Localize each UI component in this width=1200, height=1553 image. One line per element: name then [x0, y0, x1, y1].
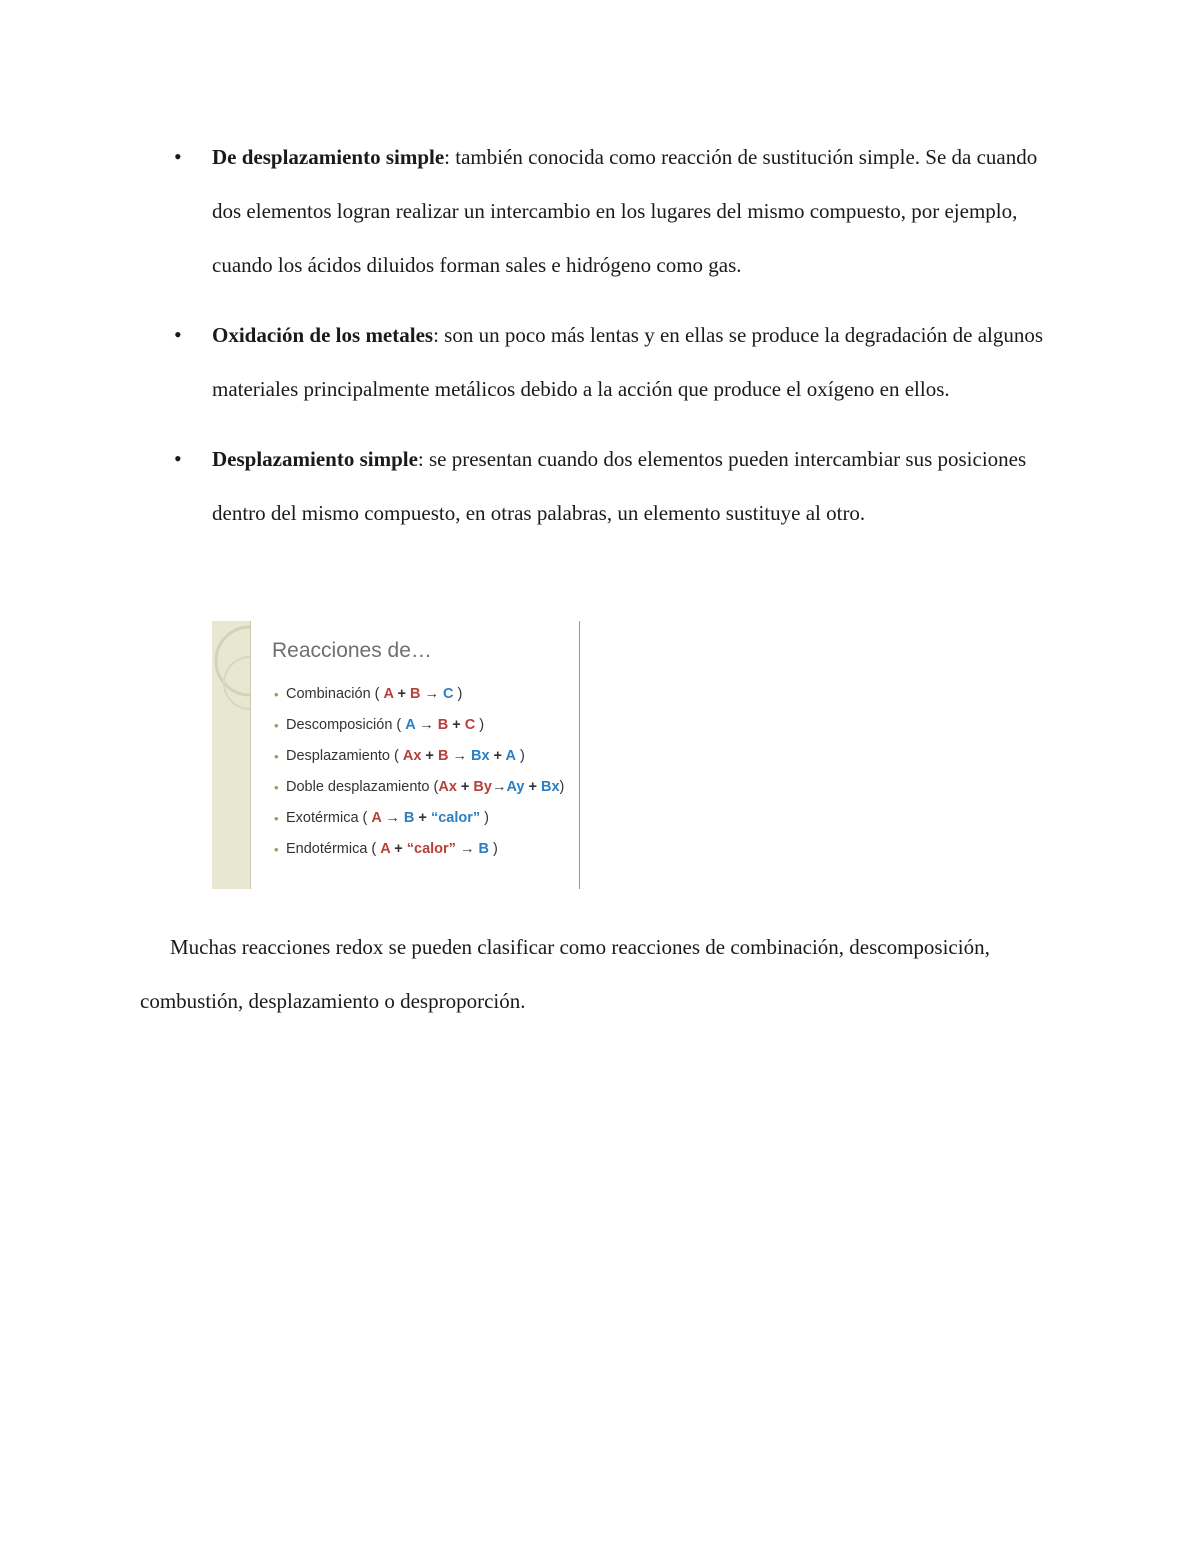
figure-item-term: +: [456, 779, 474, 795]
list-item-text: : se presentan cuando dos elementos pueden intercambiar sus posiciones dentro del mismo compuesto, en otras palabras, un elemento sustituye al otro.: [212, 447, 1027, 525]
figure-list-item: [274, 805, 574, 832]
figure-item-term: →: [381, 810, 404, 826]
figure-item-label: Combinación (: [286, 686, 384, 702]
figure-item-label: Exotérmica (: [286, 810, 372, 826]
body-paragraph: Muchas reacciones redox se pueden clasificar como reacciones de combinación, descomposición, combustión, desplazamiento o desproporción.: [140, 935, 990, 1013]
figure-item-term: →: [455, 841, 479, 857]
figure-item-term: Bx: [470, 748, 490, 764]
figure-decorative-sidebar: [212, 621, 251, 889]
figure-item-label: Endotérmica (: [286, 841, 381, 857]
figure-item-term: A: [371, 810, 382, 826]
list-item: [212, 432, 1062, 540]
list-item: [212, 130, 1062, 292]
figure-list-item: [274, 712, 574, 739]
figure-item-term: “calor”: [406, 841, 456, 857]
figure-item-term: →: [415, 717, 438, 733]
figure-list-item: [274, 743, 574, 770]
figure-item-term: Ax: [438, 779, 457, 795]
list-item-term: De desplazamiento simple: [212, 145, 445, 169]
figure-list-item: [274, 836, 574, 863]
decorative-circles-icon: [212, 621, 250, 889]
figure-item-term: “calor”: [430, 810, 481, 826]
figure-item-term: ): [480, 810, 489, 826]
figure-item-term: A: [380, 841, 391, 857]
figure-item-term: +: [489, 748, 506, 764]
figure-item-term: +: [448, 717, 465, 733]
figure-item-term: +: [421, 748, 438, 764]
figure-item-term: A: [405, 717, 416, 733]
figure-item-term: ): [453, 686, 463, 702]
figure-item-term: Bx: [541, 779, 560, 795]
figure-title: Reacciones de…: [272, 639, 432, 662]
figure-item-term: C: [443, 686, 454, 702]
figure-item-label: Desplazamiento (: [286, 748, 403, 764]
list-item-text: : son un poco más lentas y en ellas se produce la degradación de algunos materiales principalmente metálicos debido a la acción que produce el oxígeno en ellos.: [212, 323, 1044, 401]
figure-item-term: +: [390, 841, 407, 857]
figure-item-term: ): [475, 717, 485, 733]
figure-item-term: ): [516, 748, 525, 764]
list-item-term: Oxidación de los metales: [212, 323, 434, 347]
figure-reactions-list: [274, 681, 574, 867]
figure-list-item: [274, 774, 574, 801]
list-item-text: : también conocida como reacción de sustitución simple. Se da cuando dos elementos logran realizar un intercambio en los lugares del mismo compuesto, por ejemplo, cuando los ácidos diluidos forman sales e hidrógeno como gas.: [212, 145, 1038, 277]
reaction-types-list: [212, 130, 1062, 556]
figure-item-term: +: [414, 810, 431, 826]
figure-item-term: B: [409, 686, 421, 702]
figure-item-term: B: [478, 841, 489, 857]
figure-item-term: B: [437, 748, 449, 764]
figure-item-term: A: [383, 686, 394, 702]
figure-item-term: B: [403, 810, 415, 826]
figure-item-term: Ay: [506, 779, 525, 795]
figure-item-term: →: [491, 779, 507, 795]
figure-item-term: →: [420, 686, 444, 702]
figure-item-term: +: [393, 686, 410, 702]
figure-item-label: Descomposición (: [286, 717, 406, 733]
figure-list-item: [274, 681, 574, 708]
figure-item-term: ): [559, 779, 565, 795]
figure-item-term: →: [448, 748, 471, 764]
figure-item-term: B: [437, 717, 449, 733]
figure-item-term: +: [524, 779, 541, 795]
figure-item-term: Ax: [402, 748, 422, 764]
list-item: [212, 308, 1062, 416]
figure-item-label: Doble desplazamiento (: [286, 779, 439, 795]
figure-item-term: A: [505, 748, 517, 764]
figure-item-term: C: [464, 717, 476, 733]
figure-item-term: ): [488, 841, 498, 857]
figure-item-term: By: [473, 779, 492, 795]
reactions-figure: [212, 621, 580, 889]
list-item-term: Desplazamiento simple: [212, 447, 418, 471]
